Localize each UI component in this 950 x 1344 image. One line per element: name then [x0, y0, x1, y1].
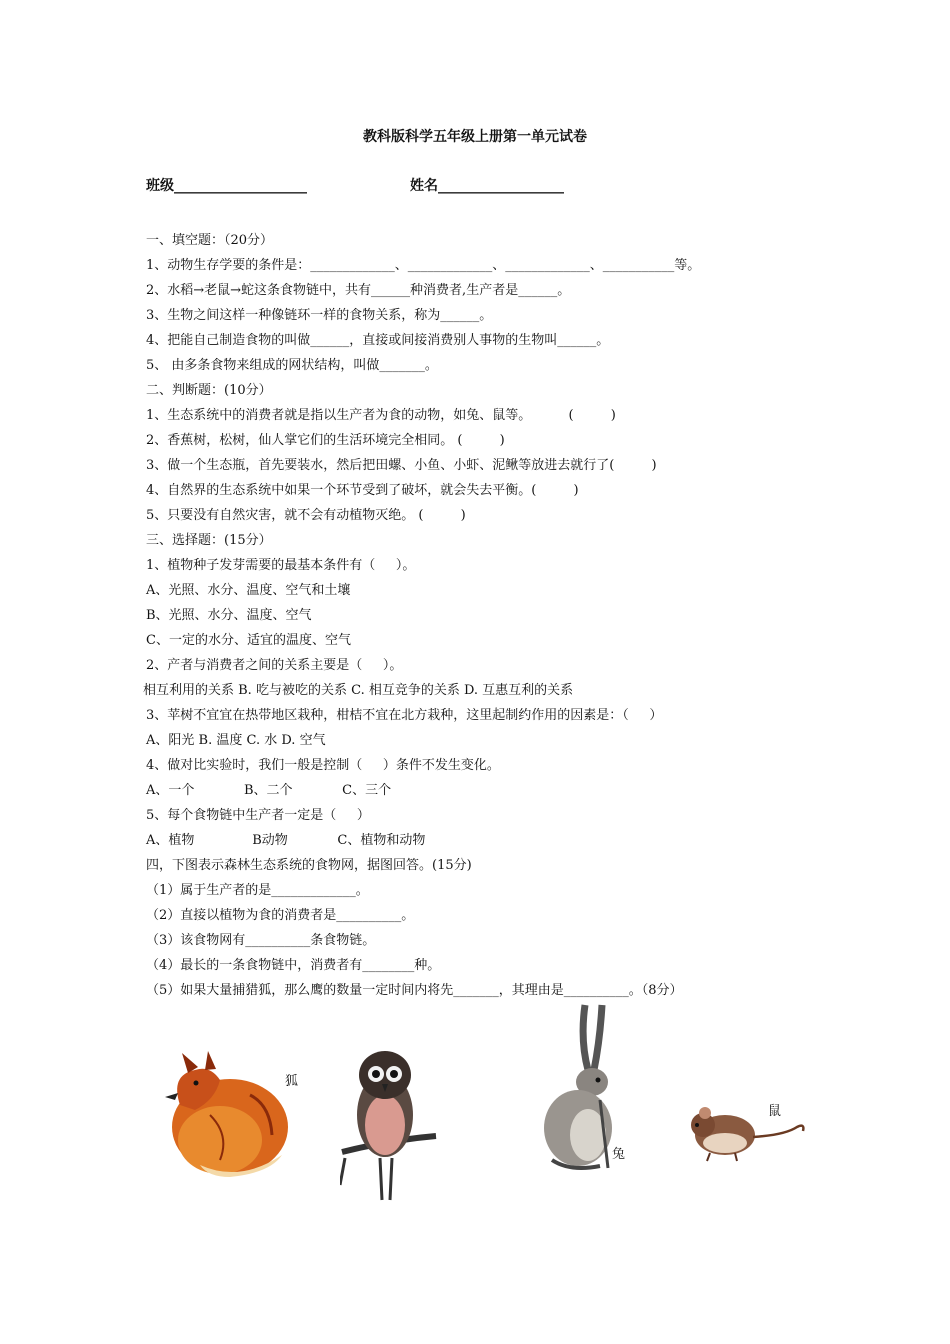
fox-image [160, 1045, 290, 1185]
question-line: （1）属于生产者的是_____________。 [146, 883, 369, 898]
section-heading: 四，下图表示森林生态系统的食物网，据图回答。(15分) [146, 858, 472, 873]
option-line: 相互利用的关系 B. 吃与被吃的关系 C. 相互竞争的关系 D. 互惠互利的关系 [143, 683, 574, 698]
question-line: 3、苹树不宜宜在热带地区栽种，柑桔不宜在北方栽种，这里起制约作用的因素是：（ ） [146, 708, 663, 723]
mouse-image [685, 1095, 815, 1170]
food-web-figure [140, 1000, 840, 1210]
rabbit-caption: 兔 [612, 1147, 626, 1162]
question-line: 1、生态系统中的消费者就是指以生产者为食的动物，如兔、鼠等。 ( ) [146, 408, 616, 423]
owl-image [340, 1040, 440, 1210]
question-line: 1、动物生存学要的条件是：_____________、_____________、_____________、___________等。 [146, 258, 701, 273]
question-line: （4）最长的一条食物链中，消费者有________种。 [146, 958, 441, 973]
question-line: 4、做对比实验时，我们一般是控制（ ）条件不发生变化。 [146, 758, 500, 773]
question-line: 4、把能自己制造食物的叫做______，直接或间接消费别人事物的生物叫______。 [146, 333, 610, 348]
section-heading: 二、判断题：(10分） [146, 383, 272, 398]
question-line: （2）直接以植物为食的消费者是__________。 [146, 908, 415, 923]
question-line: 5、 由多条食物来组成的网状结构，叫做_______。 [146, 358, 438, 373]
question-line: 5、每个食物链中生产者一定是（ ） [146, 808, 370, 823]
option-line: A、光照、水分、温度、空气和土壤 [146, 583, 351, 598]
question-line: 2、香蕉树，松树，仙人掌它们的生活环境完全相同。 ( ) [146, 433, 505, 448]
option-line: C、一定的水分、适宜的温度、空气 [146, 633, 351, 648]
question-line: 2、产者与消费者之间的关系主要是（ ）。 [146, 658, 403, 673]
question-line: 1、植物种子发芽需要的最基本条件有（ ）。 [146, 558, 416, 573]
mouse-caption: 鼠 [768, 1104, 782, 1119]
question-line: 5、只要没有自然灾害，就不会有动植物灭绝。 ( ) [146, 508, 466, 523]
question-line: 3、做一个生态瓶，首先要装水，然后把田螺、小鱼、小虾、泥鳅等放进去就行了( ) [146, 458, 657, 473]
question-line: （5）如果大量捕猎狐，那么鹰的数量一定时间内将先_______，其理由是__________。（8分） [146, 983, 683, 998]
question-line: 4、自然界的生态系统中如果一个环节受到了破坏，就会失去平衡。( ) [146, 483, 579, 498]
question-line: 2、水稻→老鼠→蛇这条食物链中，共有______种消费者,生产者是______。 [146, 283, 571, 298]
exam-body [143, 228, 846, 1003]
option-line: A、植物 B动物 C、植物和动物 [146, 833, 426, 848]
option-line: A、阳光 B. 温度 C. 水 D. 空气 [146, 733, 326, 748]
question-line: （3）该食物网有__________条食物链。 [146, 933, 376, 948]
fox-caption: 狐 [285, 1074, 299, 1089]
section-heading: 一、填空题：（20分） [146, 233, 274, 248]
name-field: 姓名__________________ [410, 178, 564, 194]
class-field: 班级___________________ [146, 178, 307, 194]
option-line: B、光照、水分、温度、空气 [146, 608, 312, 623]
section-heading: 三、选择题：(15分） [146, 533, 272, 548]
option-line: A、一个 B、二个 C、三个 [146, 783, 392, 798]
question-line: 3、生物之间这样一种像链环一样的食物关系，称为______。 [146, 308, 493, 323]
document-title: 教科版科学五年级上册第一单元试卷 [363, 129, 587, 145]
